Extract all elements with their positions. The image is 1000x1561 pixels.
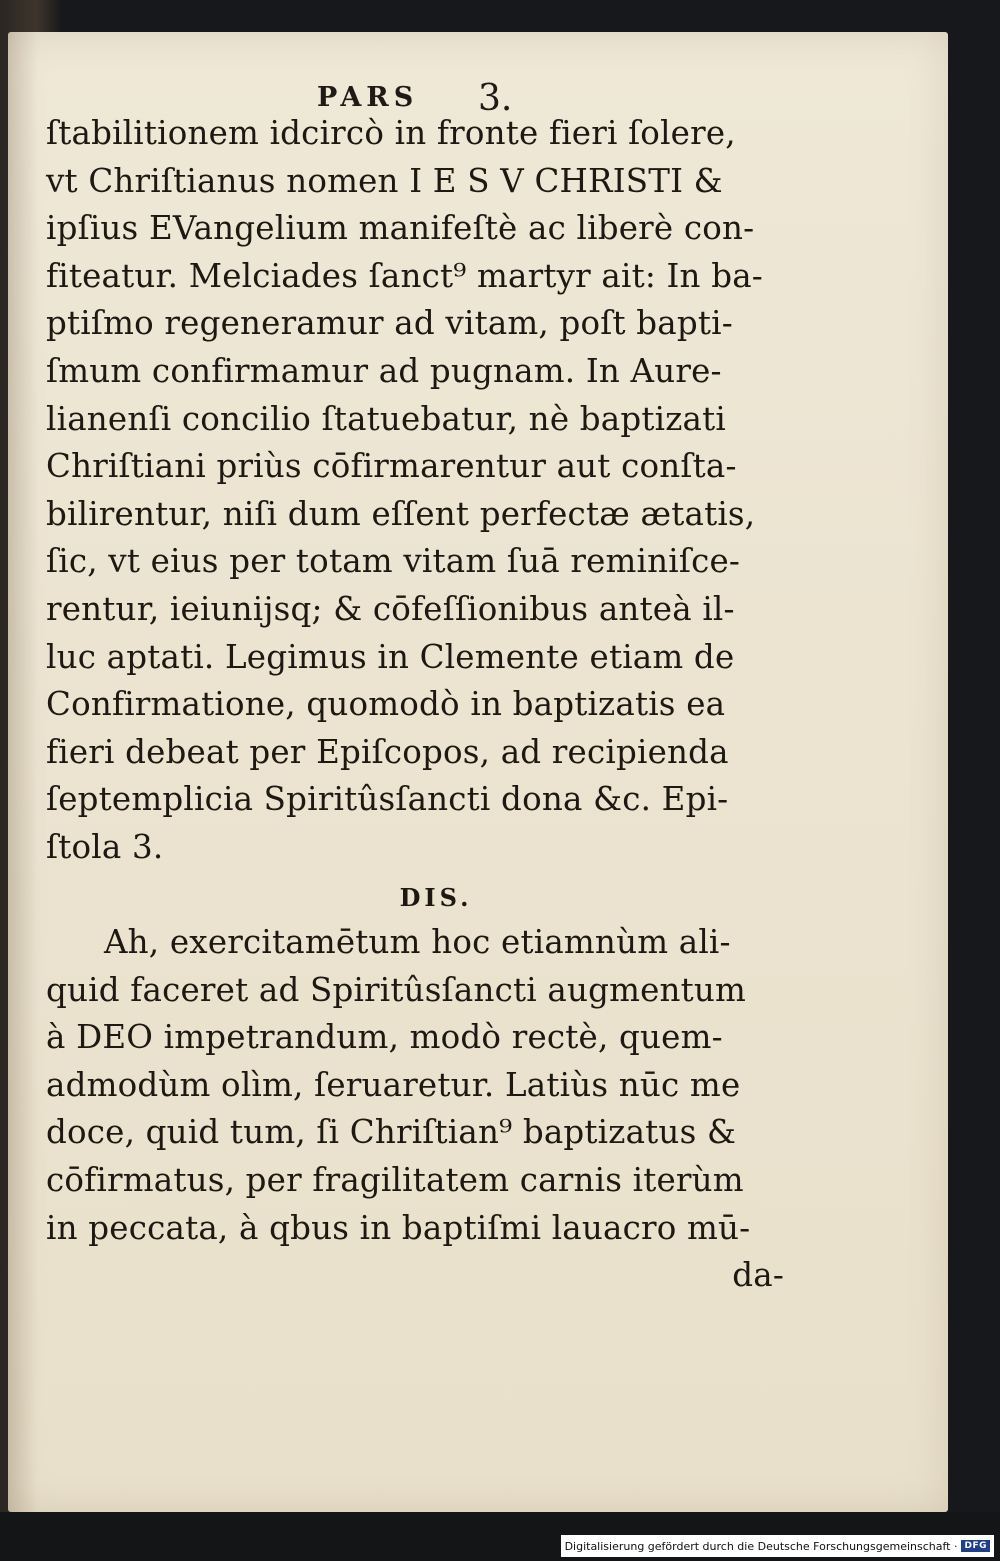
- dialogue-line: quid faceret ad Spiritûsſancti augmentum: [46, 970, 747, 1009]
- text-line: vt Chriſtianus nomen I E S V CHRISTI &: [46, 161, 723, 200]
- text-line: luc aptati. Legimus in Clemente etiam de: [46, 637, 735, 676]
- credit-text: Digitalisierung gefördert durch die Deutsche Forschungsgemeinschaft ·: [564, 1539, 958, 1553]
- text-line: bilirentur, niſi dum eſſent perfectæ ætatis,: [46, 494, 756, 533]
- text-line: fiteatur. Melciades ſanct⁹ martyr ait: In ba-: [46, 256, 763, 295]
- dialogue-line: admodùm olìm, ſeruaretur. Latiùs nūc me: [46, 1065, 741, 1104]
- text-line: ptiſmo regeneramur ad vitam, poſt bapti-: [46, 304, 733, 343]
- text-line: lianenſi concilio ſtatuebatur, nè baptizati: [46, 399, 726, 438]
- digitization-credit: [561, 1535, 994, 1557]
- running-head-word: PARS: [317, 82, 419, 113]
- dialogue-line: Ah, exercitamētum hoc etiamnùm ali-: [104, 923, 731, 962]
- text-line: ſmum confirmamur ad pugnam. In Aure-: [46, 351, 722, 390]
- dialogue-line: à DEO impetrandum, modò rectè, quem-: [46, 1018, 723, 1057]
- text-line: ipſius EVangelium manifeſtè ac liberè con-: [46, 209, 755, 248]
- text-line: ſic, vt eius per totam vitam ſuā reminiſce-: [46, 542, 741, 581]
- dfg-logo: DFG: [961, 1540, 990, 1552]
- text-line: Chriſtiani priùs cōfirmarentur aut conſta-: [46, 447, 737, 486]
- text-line: Confirmatione, quomodò in baptizatis ea: [46, 685, 726, 724]
- dialogue-line: cōfirmatus, per fragilitatem carnis iterùm: [46, 1161, 744, 1200]
- dialogue-line: doce, quid tum, ſi Chriſtian⁹ baptizatus &: [46, 1113, 737, 1152]
- running-head-number: 3.: [478, 78, 513, 119]
- text-line: ſeptemplicia Spiritûsſancti dona &c. Epi-: [46, 780, 729, 819]
- dialogue-line: in peccata, à qbus in baptiſmi lauacro mū-: [46, 1208, 751, 1247]
- text-line: ſtola 3.: [46, 827, 164, 866]
- catchword: da-: [732, 1256, 784, 1295]
- speaker-label: DIS.: [399, 882, 473, 912]
- book-page: [8, 32, 948, 1512]
- text-line: rentur, ieiunijsq; & cōfeſſionibus anteà il-: [46, 589, 735, 628]
- text-line: ſtabilitionem idcircò in fronte fieri ſolere,: [46, 114, 736, 152]
- page-text: [46, 110, 786, 1300]
- text-line: fieri debeat per Epiſcopos, ad recipienda: [46, 732, 729, 771]
